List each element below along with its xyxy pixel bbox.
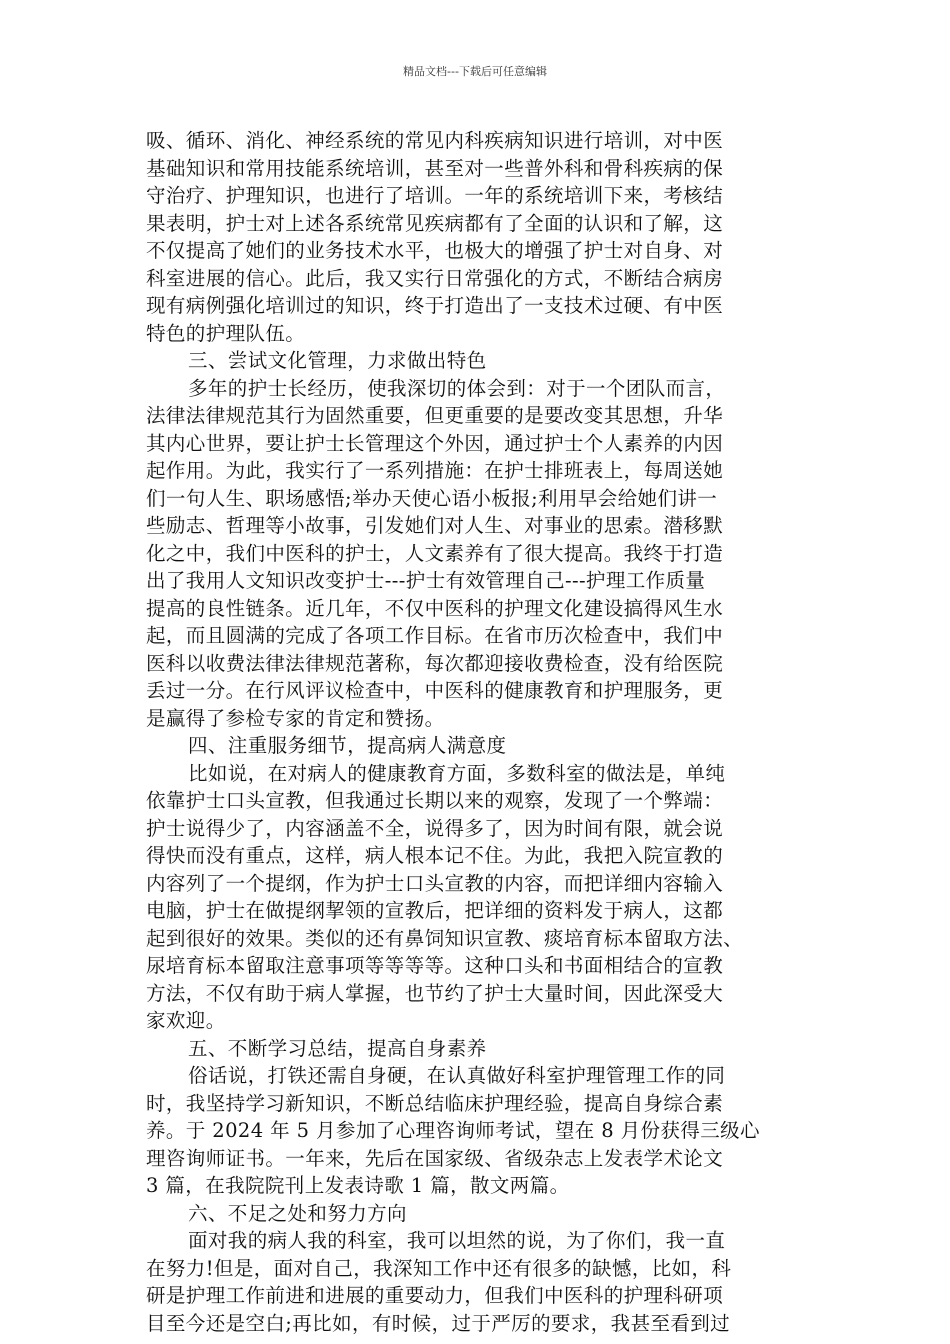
text-line: 3 篇，在我院院刊上发表诗歌 1 篇，散文两篇。 bbox=[146, 1174, 570, 1197]
text-line: 科室进展的信心。此后，我又实行日常强化的方式，不断结合病房 bbox=[146, 266, 724, 290]
text-line: 研是护理工作前进和进展的重要动力，但我们中医科的护理科研项 bbox=[146, 1284, 724, 1307]
section-heading: 四、注重服务细节，提高病人满意度 bbox=[188, 734, 507, 757]
text-line: 养。于 2024 年 5 月参加了心理咨询师考试，望在 8 月份获得三级心 bbox=[146, 1119, 760, 1142]
paragraph-first-line: 俗话说，打铁还需自身硬，在认真做好科室护理管理工作的同 bbox=[188, 1064, 726, 1087]
text-line: 医科以收费法律法律规范著称，每次都迎接收费检查，没有给医院 bbox=[146, 651, 724, 675]
text-line: 不仅提高了她们的业务技术水平，也极大的增强了护士对自身、对 bbox=[146, 239, 724, 262]
section-heading: 六、不足之处和努力方向 bbox=[188, 1201, 407, 1225]
text-line: 起，而且圆满的完成了各项工作目标。在省市历次检查中，我们中 bbox=[146, 624, 724, 647]
text-line: 其内心世界，要让护士长管理这个外因，通过护士个人素养的内因 bbox=[146, 431, 724, 455]
page-header: 精品文档---下载后可任意编辑 bbox=[403, 65, 547, 78]
text-line: 法律法律规范其行为固然重要，但更重要的是要改变其思想，升华 bbox=[146, 404, 724, 427]
section-heading: 五、不断学习总结，提高自身素养 bbox=[188, 1036, 487, 1060]
text-line: 在努力!但是，面对自己，我深知工作中还有很多的缺憾，比如，科 bbox=[146, 1256, 732, 1280]
text-line: 果表明，护士对上述各系统常见疾病都有了全面的认识和了解，这 bbox=[146, 211, 724, 235]
text-line: 出了我用人文知识改变护士---护士有效管理自己---护理工作质量 bbox=[146, 569, 706, 592]
text-line: 提高的良性链条。近几年，不仅中医科的护理文化建设搞得风生水 bbox=[146, 596, 724, 620]
text-line: 们一句人生、职场感悟;举办天使心语小板报;利用早会给她们讲一 bbox=[146, 486, 718, 510]
document-body bbox=[146, 127, 810, 1337]
text-line: 电脑，护士在做提纲挈领的宣教后，把详细的资料发于病人，这都 bbox=[146, 899, 724, 922]
paragraph-first-line: 比如说，在对病人的健康教育方面，多数科室的做法是，单纯 bbox=[188, 761, 726, 785]
text-line: 方法，不仅有助于病人掌握，也节约了护士大量时间，因此深受大 bbox=[146, 981, 724, 1005]
text-line: 护士说得少了，内容涵盖不全，说得多了，因为时间有限，就会说 bbox=[146, 816, 724, 840]
text-line: 些励志、哲理等小故事，引发她们对人生、对事业的思索。潜移默 bbox=[146, 514, 724, 537]
text-line: 化之中，我们中医科的护士，人文素养有了很大提高。我终于打造 bbox=[146, 541, 724, 565]
section-heading: 三、尝试文化管理，力求做出特色 bbox=[188, 349, 487, 372]
text-line: 内容列了一个提纲，作为护士口头宣教的内容，而把详细内容输入 bbox=[146, 871, 724, 895]
text-line: 现有病例强化培训过的知识，终于打造出了一支技术过硬、有中医 bbox=[146, 294, 724, 317]
text-line: 依靠护士口头宣教，但我通过长期以来的观察，发现了一个弊端： bbox=[146, 789, 724, 812]
text-line: 特色的护理队伍。 bbox=[146, 321, 306, 345]
text-line: 是赢得了参检专家的肯定和赞扬。 bbox=[146, 706, 445, 730]
text-line: 基础知识和常用技能系统培训，甚至对一些普外科和骨科疾病的保 bbox=[146, 156, 724, 180]
text-line: 时，我坚持学习新知识，不断总结临床护理经验，提高自身综合素 bbox=[146, 1091, 724, 1115]
text-line: 丢过一分。在行风评议检查中，中医科的健康教育和护理服务，更 bbox=[146, 679, 724, 702]
text-line: 目至今还是空白;再比如，有时候，过于严厉的要求，我甚至看到过 bbox=[146, 1311, 731, 1335]
text-line: 得快而没有重点，这样，病人根本记不住。为此，我把入院宣教的 bbox=[146, 844, 724, 867]
paragraph-first-line: 多年的护士长经历，使我深切的体会到：对于一个团队而言， bbox=[188, 376, 726, 400]
text-line: 起到很好的效果。类似的还有鼻饲知识宣教、痰培育标本留取方法、 bbox=[146, 926, 744, 950]
text-line: 守治疗、护理知识，也进行了培训。一年的系统培训下来，考核结 bbox=[146, 184, 724, 207]
text-line: 理咨询师证书。一年来，先后在国家级、省级杂志上发表学术论文 bbox=[146, 1146, 724, 1170]
text-line: 尿培育标本留取注意事项等等等等。这种口头和书面相结合的宣教 bbox=[146, 954, 724, 977]
paragraph-first-line: 面对我的病人我的科室，我可以坦然的说，为了你们，我一直 bbox=[188, 1229, 726, 1252]
text-line: 起作用。为此，我实行了一系列措施：在护士排班表上，每周送她 bbox=[146, 459, 724, 482]
text-line: 吸、循环、消化、神经系统的常见内科疾病知识进行培训，对中医 bbox=[146, 129, 724, 152]
text-line: 家欢迎。 bbox=[146, 1009, 226, 1032]
